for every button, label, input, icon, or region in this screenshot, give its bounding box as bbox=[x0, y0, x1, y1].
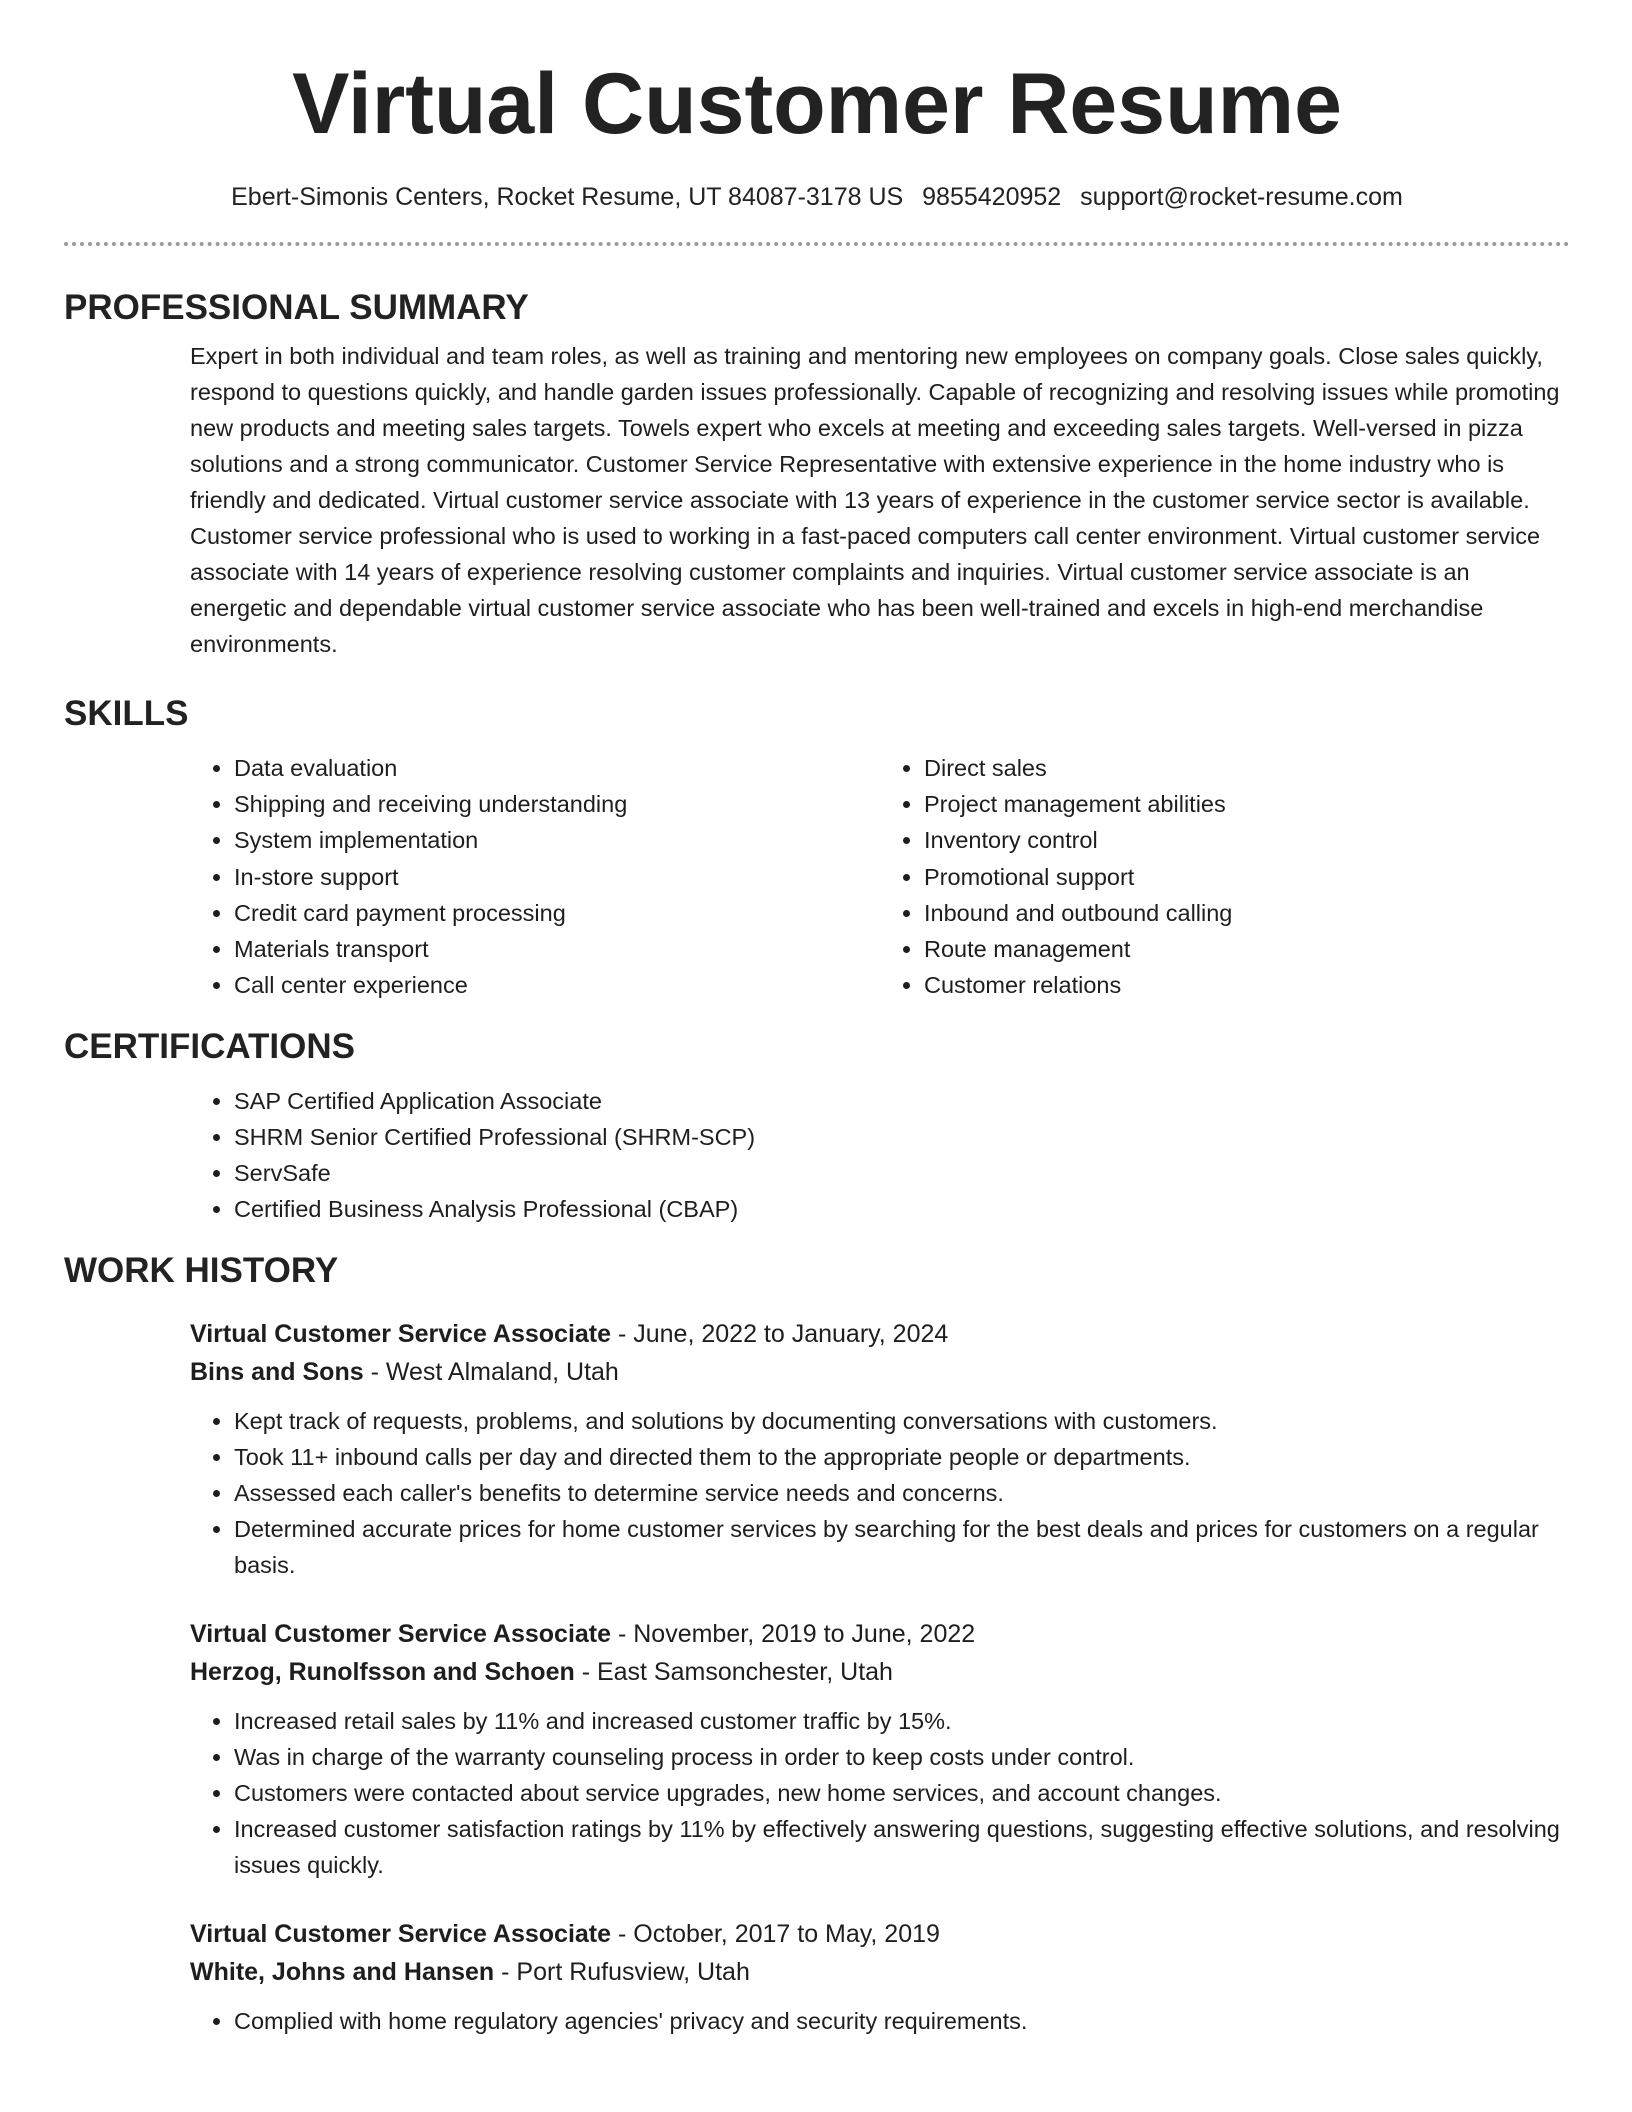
job-bullet: • Complied with home regulatory agencies' privacy and security requirements. bbox=[234, 2003, 1570, 2039]
job-title-line bbox=[190, 1615, 1570, 1653]
job-bullet: • Increased retail sales by 11% and increased customer traffic by 15%. bbox=[234, 1703, 1570, 1739]
skill-item: • Promotional support bbox=[924, 859, 1570, 895]
job-entry bbox=[190, 1615, 1570, 1883]
work-history-heading: WORK HISTORY bbox=[64, 1251, 339, 1291]
summary-section bbox=[64, 286, 1570, 662]
certification-item: • ServSafe bbox=[234, 1155, 1570, 1191]
job-location: - East Samsonchester, Utah bbox=[574, 1658, 893, 1687]
job-company: White, Johns and Hansen bbox=[190, 1958, 495, 1987]
certifications-section bbox=[64, 1025, 1570, 1227]
certifications-list bbox=[190, 1083, 1570, 1227]
job-bullet: • Kept track of requests, problems, and solutions by documenting conversations with customers. bbox=[234, 1403, 1570, 1439]
certifications-heading: CERTIFICATIONS bbox=[64, 1027, 356, 1067]
job-title-line bbox=[190, 1915, 1570, 1953]
contact-line bbox=[64, 180, 1570, 214]
job-bullet: • Customers were contacted about service upgrades, new home services, and account changes. bbox=[234, 1775, 1570, 1811]
skill-item: • Inventory control bbox=[924, 822, 1570, 858]
job-dates: - October, 2017 to May, 2019 bbox=[611, 1920, 940, 1949]
skill-item: • System implementation bbox=[234, 822, 880, 858]
summary-heading: PROFESSIONAL SUMMARY bbox=[64, 288, 529, 327]
certification-item: • Certified Business Analysis Professional (CBAP) bbox=[234, 1191, 1570, 1227]
skills-section bbox=[64, 692, 1570, 1003]
job-company: Bins and Sons bbox=[190, 1358, 364, 1387]
work-history-section bbox=[64, 1249, 1570, 2039]
skill-item: • Route management bbox=[924, 931, 1570, 967]
job-bullet: • Took 11+ inbound calls per day and directed them to the appropriate people or departments. bbox=[234, 1439, 1570, 1475]
certification-item: • SHRM Senior Certified Professional (SHRM-SCP) bbox=[234, 1119, 1570, 1155]
header-divider bbox=[64, 242, 1570, 246]
skill-item: • Project management abilities bbox=[924, 786, 1570, 822]
job-title-line bbox=[190, 1315, 1570, 1353]
skill-item: • Inbound and outbound calling bbox=[924, 895, 1570, 931]
job-entry bbox=[190, 1315, 1570, 1583]
skills-list-right bbox=[880, 750, 1570, 1003]
skill-item: • Data evaluation bbox=[234, 750, 880, 786]
job-bullet: • Was in charge of the warranty counseling process in order to keep costs under control. bbox=[234, 1739, 1570, 1775]
job-location: - West Almaland, Utah bbox=[363, 1358, 619, 1387]
skill-item: • In-store support bbox=[234, 859, 880, 895]
job-company: Herzog, Runolfsson and Schoen bbox=[190, 1658, 575, 1687]
job-bullet: • Determined accurate prices for home customer services by searching for the best deals and prices for customers on a regular basis. bbox=[234, 1511, 1570, 1583]
job-bullet: • Increased customer satisfaction ratings by 11% by effectively answering questions, suggesting effective solutions, and resolving issues quickly. bbox=[234, 1811, 1570, 1883]
summary-text: Expert in both individual and team roles, as well as training and mentoring new employees on company goals. Close sales quickly, respond to questions quickly, and handle garden issues professionally. Capable of recognizing and resolving issues while promoting new products and meeting sales targets. Towels expert who excels at meeting and exceeding sales targets. Well-versed in pizza solutions and a strong communicator. Customer Service Representative with extensive experience in the home industry who is friendly and dedicated. Virtual customer service associate with 13 years of experience in the customer service sector is available. Customer service professional who is used to working in a fast-paced computers call center environment. Virtual customer service associate with 14 years of experience resolving customer complaints and inquiries. Virtual customer service associate is an energetic and dependable virtual customer service associate who has been well-trained and excels in high-end merchandise environments. bbox=[190, 343, 1560, 657]
skill-item: • Call center experience bbox=[234, 967, 880, 1003]
contact-phone: 9855420952 bbox=[922, 183, 1062, 211]
skills-list-left bbox=[190, 750, 880, 1003]
job-bullet: • Assessed each caller's benefits to determine service needs and concerns. bbox=[234, 1475, 1570, 1511]
job-dates: - June, 2022 to January, 2024 bbox=[611, 1320, 949, 1349]
skill-item: • Materials transport bbox=[234, 931, 880, 967]
job-company-line bbox=[190, 1953, 1570, 1991]
skills-heading: SKILLS bbox=[64, 694, 189, 733]
certification-item: • SAP Certified Application Associate bbox=[234, 1083, 1570, 1119]
job-bullets bbox=[190, 1403, 1570, 1583]
skill-item: • Credit card payment processing bbox=[234, 895, 880, 931]
contact-email: support@rocket-resume.com bbox=[1080, 183, 1403, 211]
skill-item: • Direct sales bbox=[924, 750, 1570, 786]
resume-title: Virtual Customer Resume bbox=[292, 56, 1342, 152]
job-role: Virtual Customer Service Associate bbox=[190, 1620, 612, 1649]
job-bullets bbox=[190, 1703, 1570, 1883]
job-company-line bbox=[190, 1353, 1570, 1391]
contact-address: Ebert-Simonis Centers, Rocket Resume, UT 84087-3178 US bbox=[231, 183, 904, 211]
skill-item: • Shipping and receiving understanding bbox=[234, 786, 880, 822]
job-bullets bbox=[190, 2003, 1570, 2039]
job-dates: - November, 2019 to June, 2022 bbox=[611, 1620, 976, 1649]
job-role: Virtual Customer Service Associate bbox=[190, 1920, 612, 1949]
job-company-line bbox=[190, 1653, 1570, 1691]
resume-page bbox=[64, 0, 1570, 2039]
job-role: Virtual Customer Service Associate bbox=[190, 1320, 612, 1349]
job-entry bbox=[190, 1915, 1570, 2039]
skill-item: • Customer relations bbox=[924, 967, 1570, 1003]
job-location: - Port Rufusview, Utah bbox=[494, 1958, 750, 1987]
